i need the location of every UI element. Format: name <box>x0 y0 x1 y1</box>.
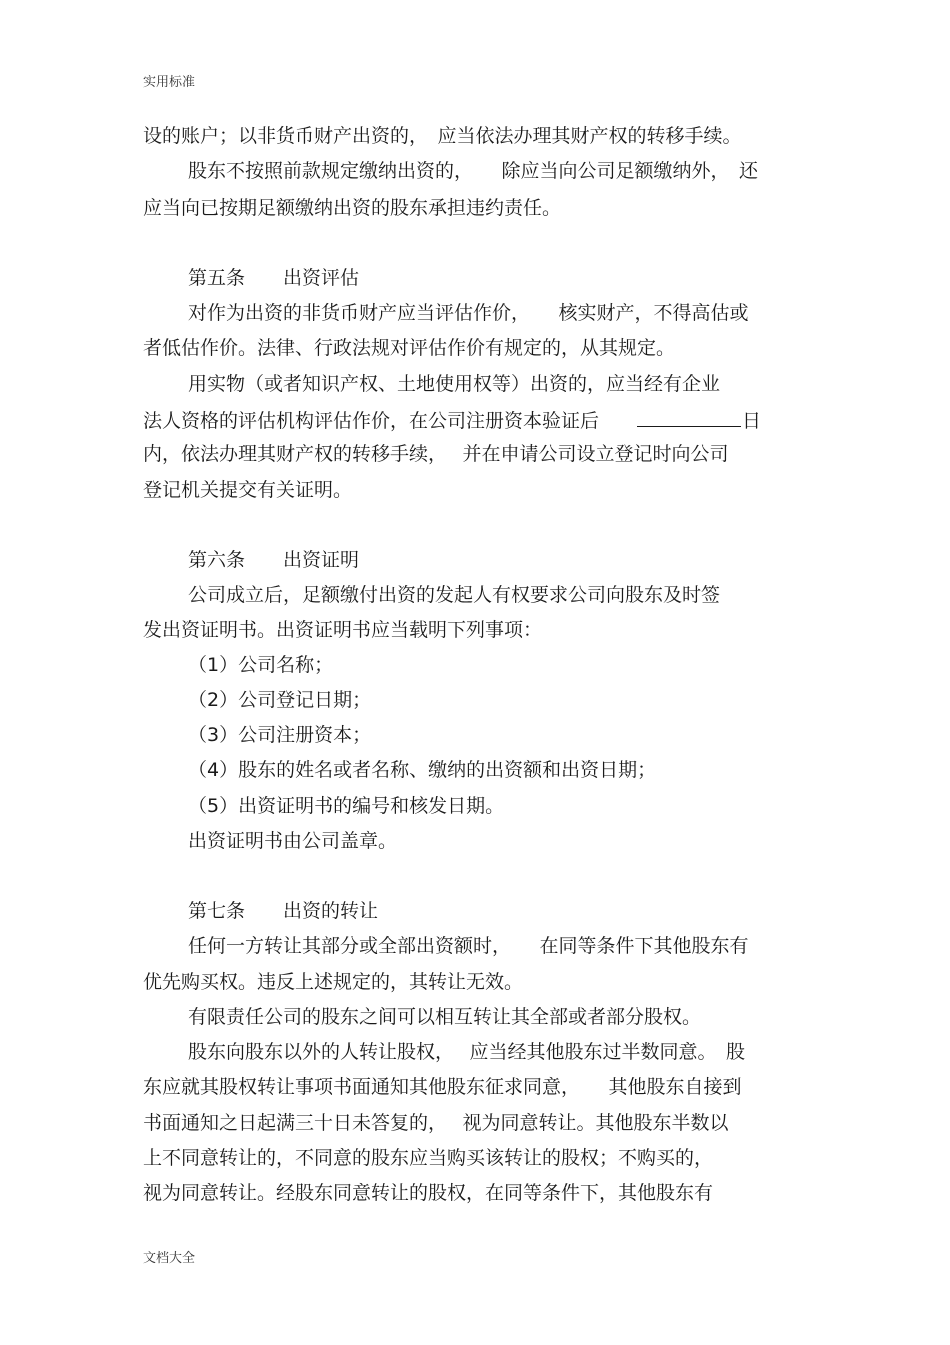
text-line: 书面通知之日起满三十日未答复的， 视为同意转让。其他股东半数以 <box>143 1112 729 1134</box>
fill-in-blank <box>637 407 741 427</box>
text-line: 东应就其股权转让事项书面通知其他股东征求同意， 其他股东自接到 <box>143 1076 742 1098</box>
list-item: （5）出资证明书的编号和核发日期。 <box>188 795 505 817</box>
article-7-heading: 第七条 出资的转让 <box>188 900 379 922</box>
text-line: 设的账户；以非货币财产出资的， 应当依法办理其财产权的转移手续。 <box>143 125 742 147</box>
text-line: 者低估作价。法律、行政法规对评估作价有规定的，从其规定。 <box>143 337 676 359</box>
text-line: 内，依法办理其财产权的转移手续， 并在申请公司设立登记时向公司 <box>143 443 729 465</box>
article-5-heading: 第五条 出资评估 <box>188 267 360 289</box>
list-item: （4）股东的姓名或者名称、缴纳的出资额和出资日期； <box>188 759 657 781</box>
text-line: 登记机关提交有关证明。 <box>143 479 353 501</box>
text-line: 出资证明书由公司盖章。 <box>188 830 398 852</box>
text-line: 对作为出资的非货币财产应当评估作价， 核实财产，不得高估或 <box>188 302 749 324</box>
page-header: 实用标准 <box>143 75 196 90</box>
text-line: 公司成立后，足额缴付出资的发起人有权要求公司向股东及时签 <box>188 584 721 606</box>
text-line: 应当向已按期足额缴纳出资的股东承担违约责任。 <box>143 197 562 219</box>
text-line: 有限责任公司的股东之间可以相互转让其全部或者部分股权。 <box>188 1006 702 1028</box>
text-line: 用实物（或者知识产权、土地使用权等）出资的，应当经有企业 <box>188 373 721 395</box>
text-line-with-blank <box>143 407 761 433</box>
text-line: 发出资证明书。出资证明书应当载明下列事项： <box>143 619 543 641</box>
list-item: （2）公司登记日期； <box>188 689 372 711</box>
text-line: 任何一方转让其部分或全部出资额时， 在同等条件下其他股东有 <box>188 935 749 957</box>
text-line: 股东不按照前款规定缴纳出资的， 除应当向公司足额缴纳外， 还 <box>188 160 759 182</box>
list-item: （3）公司注册资本； <box>188 724 372 746</box>
text-line: 视为同意转让。经股东同意转让的股权，在同等条件下，其他股东有 <box>143 1182 714 1204</box>
article-6-heading: 第六条 出资证明 <box>188 549 360 571</box>
text-line: 股东向股东以外的人转让股权， 应当经其他股东过半数同意。 股 <box>188 1041 746 1063</box>
text-line: 优先购买权。违反上述规定的，其转让无效。 <box>143 971 524 993</box>
text-line: 上不同意转让的，不同意的股东应当购买该转让的股权；不购买的， <box>143 1147 714 1169</box>
list-item: （1）公司名称； <box>188 654 334 676</box>
text-segment: 法人资格的评估机构评估作价，在公司注册资本验证后 <box>143 410 638 432</box>
text-segment: 日 <box>742 410 762 432</box>
page-footer: 文档大全 <box>143 1251 196 1266</box>
